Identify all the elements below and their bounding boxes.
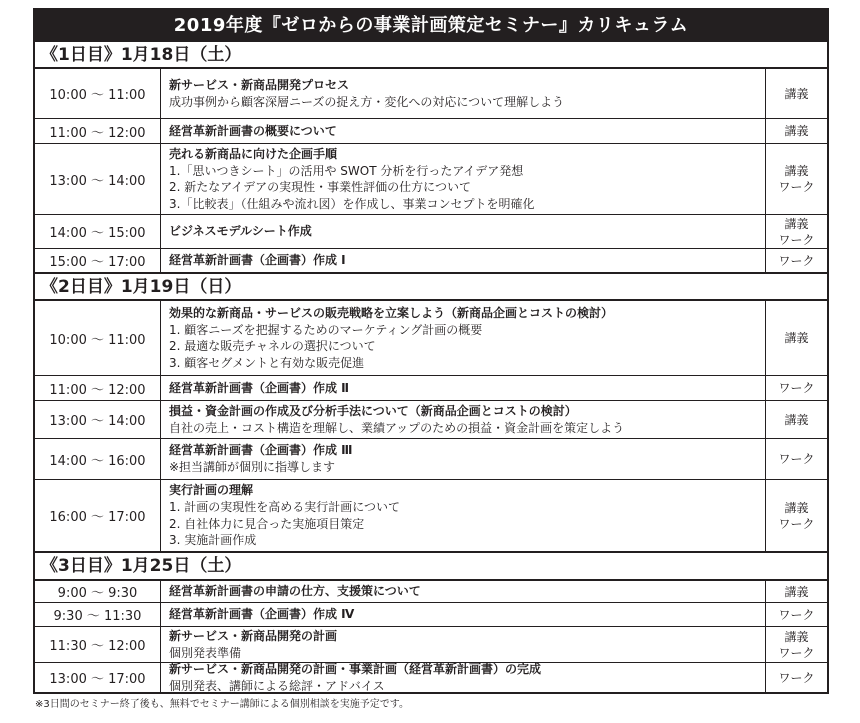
session-time: 10:00 ～ 11:00 — [35, 301, 161, 375]
table-row — [35, 439, 827, 480]
table-row — [35, 581, 827, 603]
footnote: ※3日間のセミナー終了後も、無料でセミナー講師による個別相談を実施予定です。 — [35, 699, 409, 710]
session-detail: 2. 新たなアイデアの実現性・事業性評価の仕方について — [169, 180, 471, 195]
session-format — [765, 401, 827, 438]
table-row — [35, 663, 827, 692]
session-title: 経営革新計画書（企画書）作成 Ⅰ — [169, 253, 346, 267]
day-3-header: 《3日目》1月25日（土） — [35, 551, 827, 581]
session-format — [765, 439, 827, 479]
table-row — [35, 627, 827, 663]
session-title: ビジネスモデルシート作成 — [169, 224, 312, 238]
session-content — [161, 439, 765, 479]
session-detail: 3.「比較表」（仕組みや流れ図）を作成し、事業コンセプトを明確化 — [169, 196, 535, 211]
session-time: 14:00 ～ 16:00 — [35, 439, 161, 479]
session-format — [765, 603, 827, 626]
format-label: 講義 — [784, 584, 809, 599]
session-title: 経営革新計画書の概要について — [169, 123, 337, 138]
format-label: ワーク — [778, 452, 815, 466]
table-row — [35, 480, 827, 551]
format-label: ワーク — [778, 670, 815, 685]
format-label: 講義 — [784, 86, 809, 101]
session-content — [161, 144, 765, 214]
session-title: 売れる新商品に向けた企画手順 — [169, 146, 338, 161]
session-content — [161, 603, 765, 626]
format-label: 講義 — [784, 124, 809, 138]
session-content — [161, 627, 765, 662]
format-label: ワーク — [778, 381, 815, 395]
session-detail: 2. 自社体力に見合った実施項目策定 — [169, 516, 365, 531]
table-row — [35, 376, 827, 401]
session-time: 13:00 ～ 14:00 — [35, 401, 161, 438]
session-detail: ※担当講師が個別に指導します — [169, 460, 336, 475]
session-format — [765, 627, 827, 662]
table-row — [35, 215, 827, 249]
session-format — [765, 249, 827, 272]
table-row — [35, 249, 827, 272]
curriculum-table — [33, 8, 829, 694]
format-label: 講義 — [784, 500, 809, 515]
session-title: 新サービス・新商品開発の計画 — [169, 628, 338, 643]
session-title: 経営革新計画書（企画書）作成 Ⅱ — [169, 380, 350, 395]
session-content — [161, 249, 765, 272]
format-label: 講義 — [784, 331, 809, 345]
session-time: 9:30 ～ 11:30 — [35, 603, 161, 626]
session-time: 10:00 ～ 11:00 — [35, 69, 161, 118]
session-time: 9:00 ～ 9:30 — [35, 581, 161, 602]
session-detail: 3. 実施計画作成 — [169, 533, 257, 548]
table-row — [35, 119, 827, 144]
session-detail: 成功事例から顧客深層ニーズの捉え方・変化への対応について理解しよう — [169, 94, 565, 109]
session-format — [765, 663, 827, 692]
session-content — [161, 480, 765, 551]
session-title: 損益・資金計画の作成及び分析手法について（新商品企画とコストの検討） — [169, 403, 577, 418]
session-content — [161, 663, 765, 692]
session-detail: 1.「思いつきシート」の活用や SWOT 分析を行ったアイデア発想 — [169, 163, 524, 178]
format-label: ワーク — [778, 232, 815, 247]
session-title: 経営革新計画書の申請の仕方、支援策について — [169, 584, 421, 598]
day-1-header: 《1日目》1月18日（土） — [35, 42, 827, 69]
session-content — [161, 581, 765, 602]
session-time: 13:00 ～ 14:00 — [35, 144, 161, 214]
format-label: ワーク — [778, 180, 815, 194]
table-row — [35, 401, 827, 439]
session-title: 経営革新計画書（企画書）作成 Ⅳ — [169, 607, 355, 621]
session-content — [161, 69, 765, 118]
format-label: ワーク — [778, 607, 815, 622]
session-format — [765, 581, 827, 602]
table-title: 2019年度『ゼロからの事業計画策定セミナー』カリキュラム — [35, 10, 827, 42]
table-row — [35, 301, 827, 376]
session-detail: 3. 顧客セグメントと有効な販売促進 — [169, 355, 365, 370]
session-content — [161, 401, 765, 438]
session-content — [161, 119, 765, 143]
session-content — [161, 215, 765, 248]
session-time: 11:30 ～ 12:00 — [35, 627, 161, 662]
table-row — [35, 69, 827, 119]
session-time: 11:00 ～ 12:00 — [35, 119, 161, 143]
session-detail: 1. 顧客ニーズを把握するためのマーケティング計画の概要 — [169, 322, 483, 337]
session-format — [765, 215, 827, 248]
format-label: 講義 — [784, 216, 809, 231]
session-time: 16:00 ～ 17:00 — [35, 480, 161, 551]
session-content — [161, 376, 765, 400]
session-detail: 個別発表準備 — [169, 645, 242, 660]
format-label: ワーク — [778, 645, 815, 660]
session-title: 経営革新計画書（企画書）作成 Ⅲ — [169, 443, 353, 458]
session-detail: 2. 最適な販売チャネルの選択について — [169, 339, 376, 354]
table-row — [35, 144, 827, 215]
session-title: 効果的な新商品・サービスの販売戦略を立案しよう（新商品企画とコストの検討） — [169, 305, 614, 320]
session-format — [765, 69, 827, 118]
session-detail: 個別発表、講師による総評・アドバイス — [169, 678, 385, 693]
session-detail: 自社の売上・コスト構造を理解し、業績アップのための損益・資金計画を策定しよう — [169, 420, 625, 435]
format-label: 講義 — [784, 164, 809, 178]
session-format — [765, 480, 827, 551]
format-label: 講義 — [784, 412, 809, 427]
day-2-header: 《2日目》1月19日（日） — [35, 272, 827, 301]
session-format — [765, 301, 827, 375]
table-row — [35, 603, 827, 627]
session-format — [765, 376, 827, 400]
session-detail: 1. 計画の実現性を高める実行計画について — [169, 500, 401, 515]
session-format — [765, 144, 827, 214]
session-time: 13:00 ～ 17:00 — [35, 663, 161, 692]
session-title: 実行計画の理解 — [169, 483, 254, 498]
format-label: ワーク — [778, 516, 815, 531]
session-content — [161, 301, 765, 375]
session-time: 14:00 ～ 15:00 — [35, 215, 161, 248]
format-label: 講義 — [784, 629, 809, 644]
session-time: 11:00 ～ 12:00 — [35, 376, 161, 400]
session-format — [765, 119, 827, 143]
session-title: 新サービス・新商品開発の計画・事業計画（経営革新計画書）の完成 — [169, 661, 542, 676]
format-label: ワーク — [778, 253, 815, 268]
session-title: 新サービス・新商品開発プロセス — [169, 77, 350, 92]
session-time: 15:00 ～ 17:00 — [35, 249, 161, 272]
